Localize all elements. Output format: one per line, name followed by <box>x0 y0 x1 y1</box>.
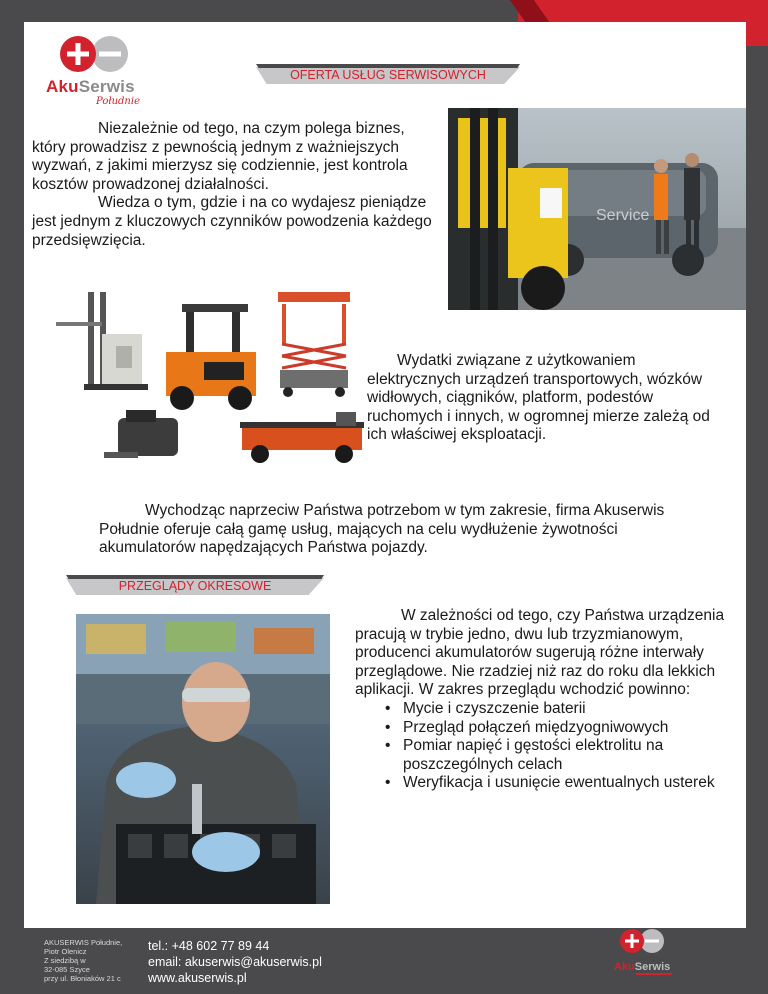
section-banner-reviews <box>66 575 324 597</box>
brand-logo <box>46 34 146 106</box>
expenses-paragraph <box>367 352 727 445</box>
plus-minus-logo-icon <box>54 34 134 74</box>
footer-address <box>44 938 134 983</box>
logo-word-serwis: Serwis <box>78 77 135 96</box>
section-banner-offer <box>256 64 520 86</box>
battery-technician-photo <box>76 614 330 904</box>
right-frame <box>746 0 768 994</box>
address-line: Z siedzibą w <box>44 956 86 965</box>
address-line: Piotr Olenicz <box>44 947 87 956</box>
address-line: przy ul. Błoniaków 21 c <box>44 974 121 983</box>
offer-paragraph <box>99 502 699 558</box>
expenses-text: Wydatki związane z użytkowaniem elektrycznych urządzeń transportowych, wózków widłowych, ciągników, platform, podestów ruchomych i innych, w ogromnej mierze zależą od ich właściwej eksploatacji. <box>367 352 710 444</box>
forklift-service-illustration <box>448 108 746 310</box>
review-scope-list <box>379 700 725 793</box>
logo-subtitle: Południe <box>96 96 140 107</box>
list-item: • Mycie i czyszczenie baterii <box>379 700 725 719</box>
logo-word-aku: Aku <box>46 77 79 96</box>
van-service-text: Service <box>596 207 650 224</box>
intro-paragraph <box>32 120 432 250</box>
offer-text: Wychodząc naprzeciw Państwa potrzebom w tym zakresie, firma Akuserwis Południe oferuje całą gamę usług, mających na celu wydłużenie żywotności akumulatorów napędzających Państwa pojazdy. <box>99 502 665 557</box>
intro-text-a: Niezależnie od tego, na czym polega biznes, który prowadzisz z pewnością jednym z ważniejszych wyzwań, z jakimi mierzysz się codziennie, jest kontrola kosztów prowadzonej działalności. <box>32 120 408 193</box>
footer-contact <box>148 938 322 986</box>
footer-plus-minus-icon <box>612 924 676 980</box>
footer-phone: tel.: +48 602 77 89 44 <box>148 939 270 953</box>
left-frame <box>0 0 24 994</box>
footer-logo-serwis: Serwis <box>634 961 671 973</box>
banner-reviews-label: PRZEGLĄDY OKRESOWE <box>118 579 272 593</box>
footer-website[interactable]: www.akuserwis.pl <box>148 971 247 985</box>
reviews-text: W zależności od tego, czy Państwa urządzenia pracują w trybie jedno, dwu lub trzyzmianowym, producenci akumulatorów sugerują różne interwały przeglądowe. Nie rzadziej niż raz do roku dla lekkich aplikacji. W zakres przeglądu wchodzić powinno: <box>355 607 725 699</box>
forklift-service-photo <box>448 108 746 310</box>
svg-text:AkuSerwis <box>614 961 670 973</box>
banner-offer-label: OFERTA USŁUG SERWISOWYCH <box>290 68 486 82</box>
list-item: • Przegląd połączeń międzyogniwowych <box>379 719 725 738</box>
list-item: • Weryfikacja i usunięcie ewentualnych usterek <box>379 774 725 793</box>
footer-logo-aku: Aku <box>614 961 635 973</box>
equipment-collage <box>54 286 374 476</box>
address-line: 32-085 Szyce <box>44 965 90 974</box>
logo-wordmark <box>46 77 135 97</box>
footer-email[interactable]: email: akuserwis@akuserwis.pl <box>148 955 322 969</box>
technician-illustration <box>76 614 330 904</box>
list-item: • Pomiar napięć i gęstości elektrolitu na poszczególnych celach <box>379 737 725 774</box>
intro-text-b: Wiedza o tym, gdzie i na co wydajesz pieniądze jest jednym z kluczowych czynników powodzenia każdego przedsięwzięcia. <box>32 194 432 249</box>
footer-brand-logo <box>612 924 676 980</box>
reviews-paragraph <box>355 607 725 793</box>
address-line: AKUSERWIS Południe, <box>44 938 123 947</box>
equipment-collage-illustration <box>54 286 374 476</box>
